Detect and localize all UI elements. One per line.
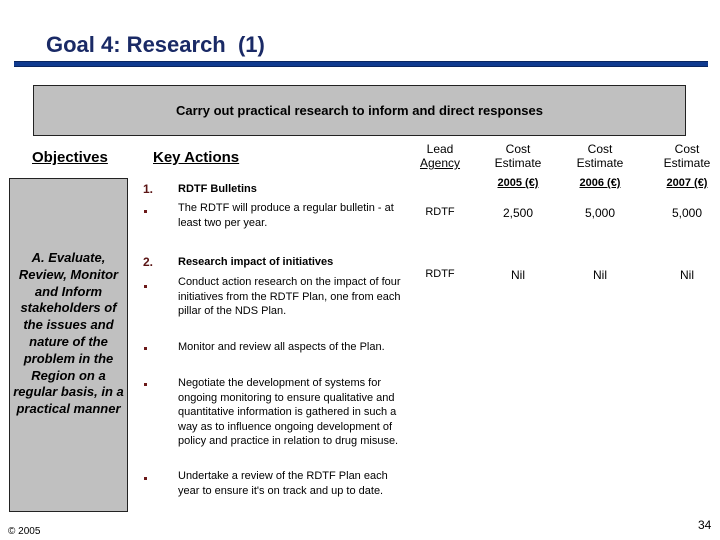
cost-header-line1: Cost: [587, 142, 613, 156]
page-number: 34: [698, 518, 712, 532]
slide-title: Goal 4: Research (1): [46, 32, 265, 57]
cost-header-line2: Estimate: [576, 156, 624, 170]
cost-header-line2: Estimate: [663, 156, 711, 170]
action-bullet-text: The RDTF will produce a regular bulletin - at least two per year.: [178, 202, 394, 229]
cost-2007-value: Nil: [680, 268, 694, 282]
cost-2006-header: [564, 142, 636, 170]
cost-2005-value: 2,500: [502, 206, 534, 220]
year-2005-label: 2005 (€): [497, 177, 539, 189]
cost-2007-header: [651, 142, 720, 170]
action-bullet-text: Monitor and review all aspects of the Plan.: [178, 341, 385, 353]
title-underline-bar: [14, 61, 708, 67]
bullet-icon: [144, 477, 147, 480]
lead-agency-value: RDTF: [425, 206, 455, 218]
cost-2005-header: [482, 142, 554, 170]
lead-agency-value: RDTF: [425, 268, 455, 280]
lead-agency-header: [410, 142, 470, 170]
cost-2005-value: Nil: [511, 268, 525, 282]
action-bullet-text: Negotiate the development of systems for ongoing monitoring to ensure qualitative and quantitative information is gathered in such a way as to influence ongoing development of policy and practice in relation to drug misuse.: [178, 377, 399, 447]
cost-header-line2: Estimate: [494, 156, 542, 170]
lead-agency-header-line2: Agency: [419, 156, 461, 170]
action-title: RDTF Bulletins: [178, 183, 257, 195]
action-bullet-text: Undertake a review of the RDTF Plan each year to ensure it's on track and up to date.: [178, 470, 388, 497]
bullet-icon: [144, 383, 147, 386]
action-bullet-text: Conduct action research on the impact of four initiatives from the RDTF Plan, one from each pillar of the NDS Plan.: [178, 276, 401, 317]
goal-statement: Carry out practical research to inform and direct responses: [175, 103, 543, 118]
cost-2006-value: 5,000: [584, 206, 616, 220]
cost-2006-value: Nil: [593, 268, 607, 282]
objective-text: A. Evaluate, Review, Monitor and Inform stakeholders of the issues and nature of the problem in the Region on a regular basis, in a practical manner: [13, 250, 124, 417]
cost-header-line1: Cost: [674, 142, 700, 156]
cost-2007-value: 5,000: [671, 206, 703, 220]
goal-statement-box: [33, 85, 686, 136]
objective-box: [9, 178, 128, 512]
bullet-icon: [144, 347, 147, 350]
objectives-header: Objectives: [32, 149, 108, 166]
action-number: 1.: [143, 182, 154, 196]
copyright-text: © 2005: [8, 526, 41, 537]
cost-header-line1: Cost: [505, 142, 531, 156]
lead-agency-header-line1: Lead: [426, 142, 454, 156]
action-title: Research impact of initiatives: [178, 256, 334, 268]
bullet-icon: [144, 210, 147, 213]
key-actions-header: Key Actions: [153, 149, 240, 166]
bullet-icon: [144, 285, 147, 288]
action-number: 2.: [143, 255, 154, 269]
year-2006-label: 2006 (€): [579, 177, 621, 189]
year-2007-label: 2007 (€): [666, 177, 708, 189]
